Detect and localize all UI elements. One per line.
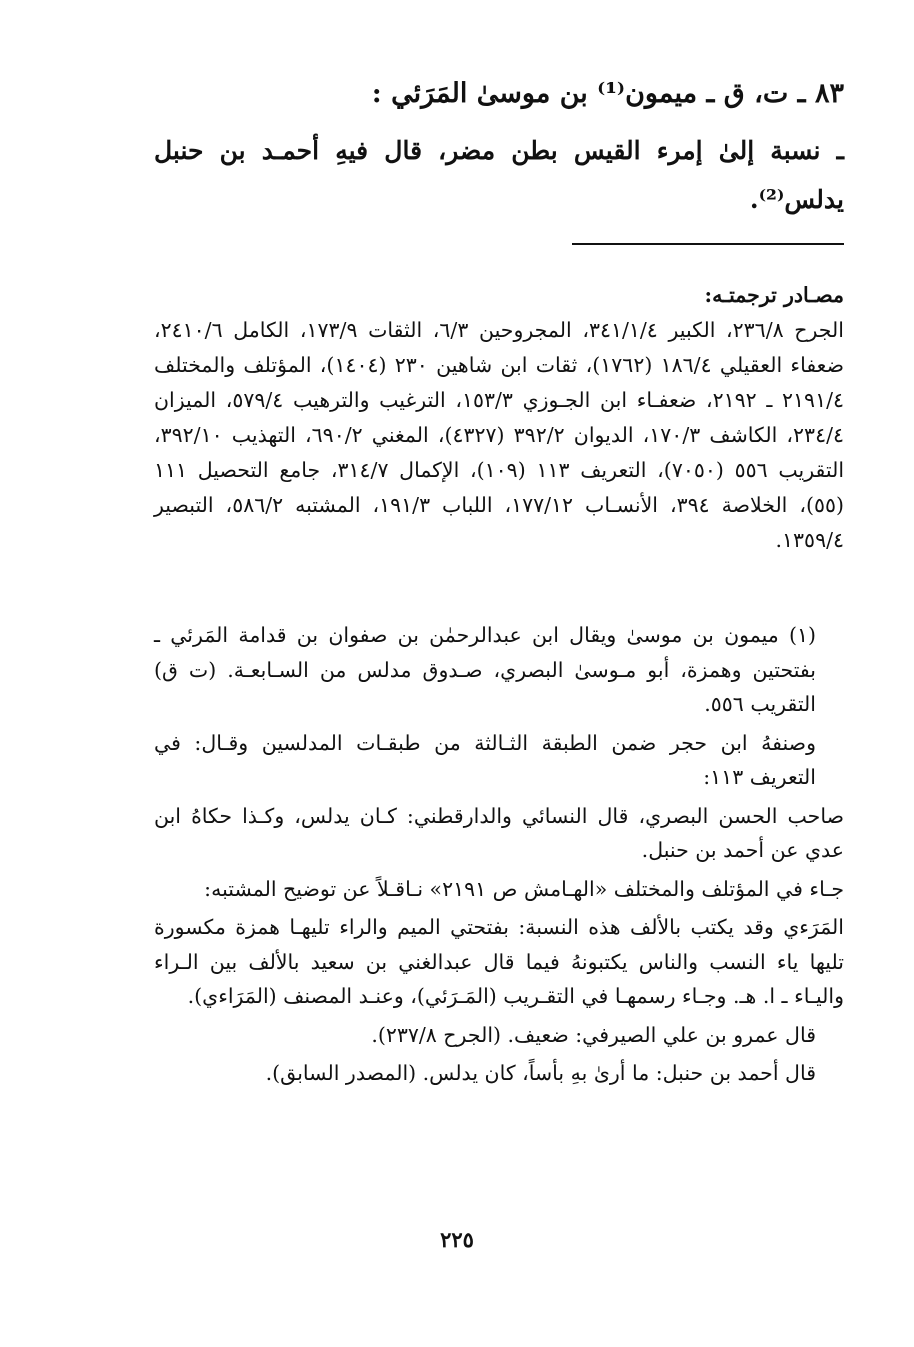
- page-number: ٢٢٥: [440, 1227, 474, 1252]
- footnote-paragraph: صاحب الحسن البصري، قال النسائي والدارقطني: كـان يدلس، وكـذا حكاهُ ابن عدي عن أحمد بن حنبل.: [154, 803, 844, 862]
- footnote-paragraph: وصنفهُ ابن حجر ضمن الطبقة الثـالثة من طبقـات المدلسين وقـال: في التعريف ١١٣:: [154, 730, 816, 789]
- footnotes-section: [154, 618, 844, 1095]
- entry-body: [154, 126, 844, 224]
- footnote-paragraph: قال أحمد بن حنبل: ما أرىٰ بهِ بأساً، كان يدلس. (المصدر السابق).: [265, 1061, 816, 1085]
- sources-text: الجرح ٢٣٦/٨، الكبير ٣٤١/١/٤، المجروحين ٦/٣، الثقات ١٧٣/٩، الكامل ٢٤١٠/٦، ضعفاء العقيلي ١٨٦/٤ (١٧٦٢)، ثقات ابن شاهين ٢٣٠ (١٤٠٤)، المؤتلف والمختلف ٢١٩١/٤ ـ ٢١٩٢، ضعفـاء ابن الجـوزي ١٥٣/٣، الترغيب والترهيب ٥٧٩/٤، الميزان ٢٣٤/٤، الكاشف ١٧٠/٣، الديوان ٣٩٢/٢ (٤٣٢٧)، المغني ٦٩٠/٢، التهذيب ٣٩٢/١٠، التقريب ٥٥٦ (٧٠٥٠)، التعريف ١١٣ (١٠٩)، الإكمال ٣١٤/٧، جامع التحصيل ١١١ (٥٥)، الخلاصة ٣٩٤، الأنسـاب ١٧٧/١٢، اللباب ١٩١/٣، المشتبه ٥٨٦/٢، التبصير ١٣٥٩/٤.: [154, 318, 845, 552]
- footnote-paragraph: جـاء في المؤتلف والمختلف «الهـامش ص ٢١٩١» نـاقـلاً عن توضيح المشتبه:: [204, 876, 844, 901]
- footnote-divider: [572, 243, 844, 245]
- footnote-paragraph: المَرَءي وقد يكتب بالألف هذه النسبة: بفتحتي الميم والراء تليهـا همزة مكسورة تليها ياء النسب والناس يكتبونهُ فيما قال عبدالغني بن سعيد بالألف بين الـراء واليـاء ـ ا. هـ. وجـاء رسمهـا في التقـريب (المَـرَئي)، وعنـد المصنف (المَرَاءي).: [154, 915, 844, 1008]
- entry-heading: [154, 70, 844, 118]
- entry-heading-text: ٨٣ ـ ت، ق ـ ميمون⁽¹⁾ بن موسىٰ المَرَئي :: [371, 78, 844, 109]
- entry-body-text: ـ نسبة إلىٰ إمرء القيس بطن مضر، قال فيهِ أحمـد بن حنبل يدلس⁽²⁾.: [154, 136, 844, 214]
- footnote-1: (١) ميمون بن موسىٰ ويقال ابن عبدالرحمٰن بن صفوان بن قدامة المَرئي ـ بفتحتين وهمزة، أبو مـوسىٰ البصري، صـدوق مدلس من السـابعـة. (ت ق) التقريب ٥٥٦.: [154, 623, 816, 716]
- footnote-paragraph: قال عمرو بن علي الصيرفي: ضعيف. (الجرح ٢٣٧/٨).: [371, 1022, 816, 1047]
- sources-section: [154, 278, 844, 558]
- sources-title: مصـادر ترجمتـه:: [704, 283, 844, 307]
